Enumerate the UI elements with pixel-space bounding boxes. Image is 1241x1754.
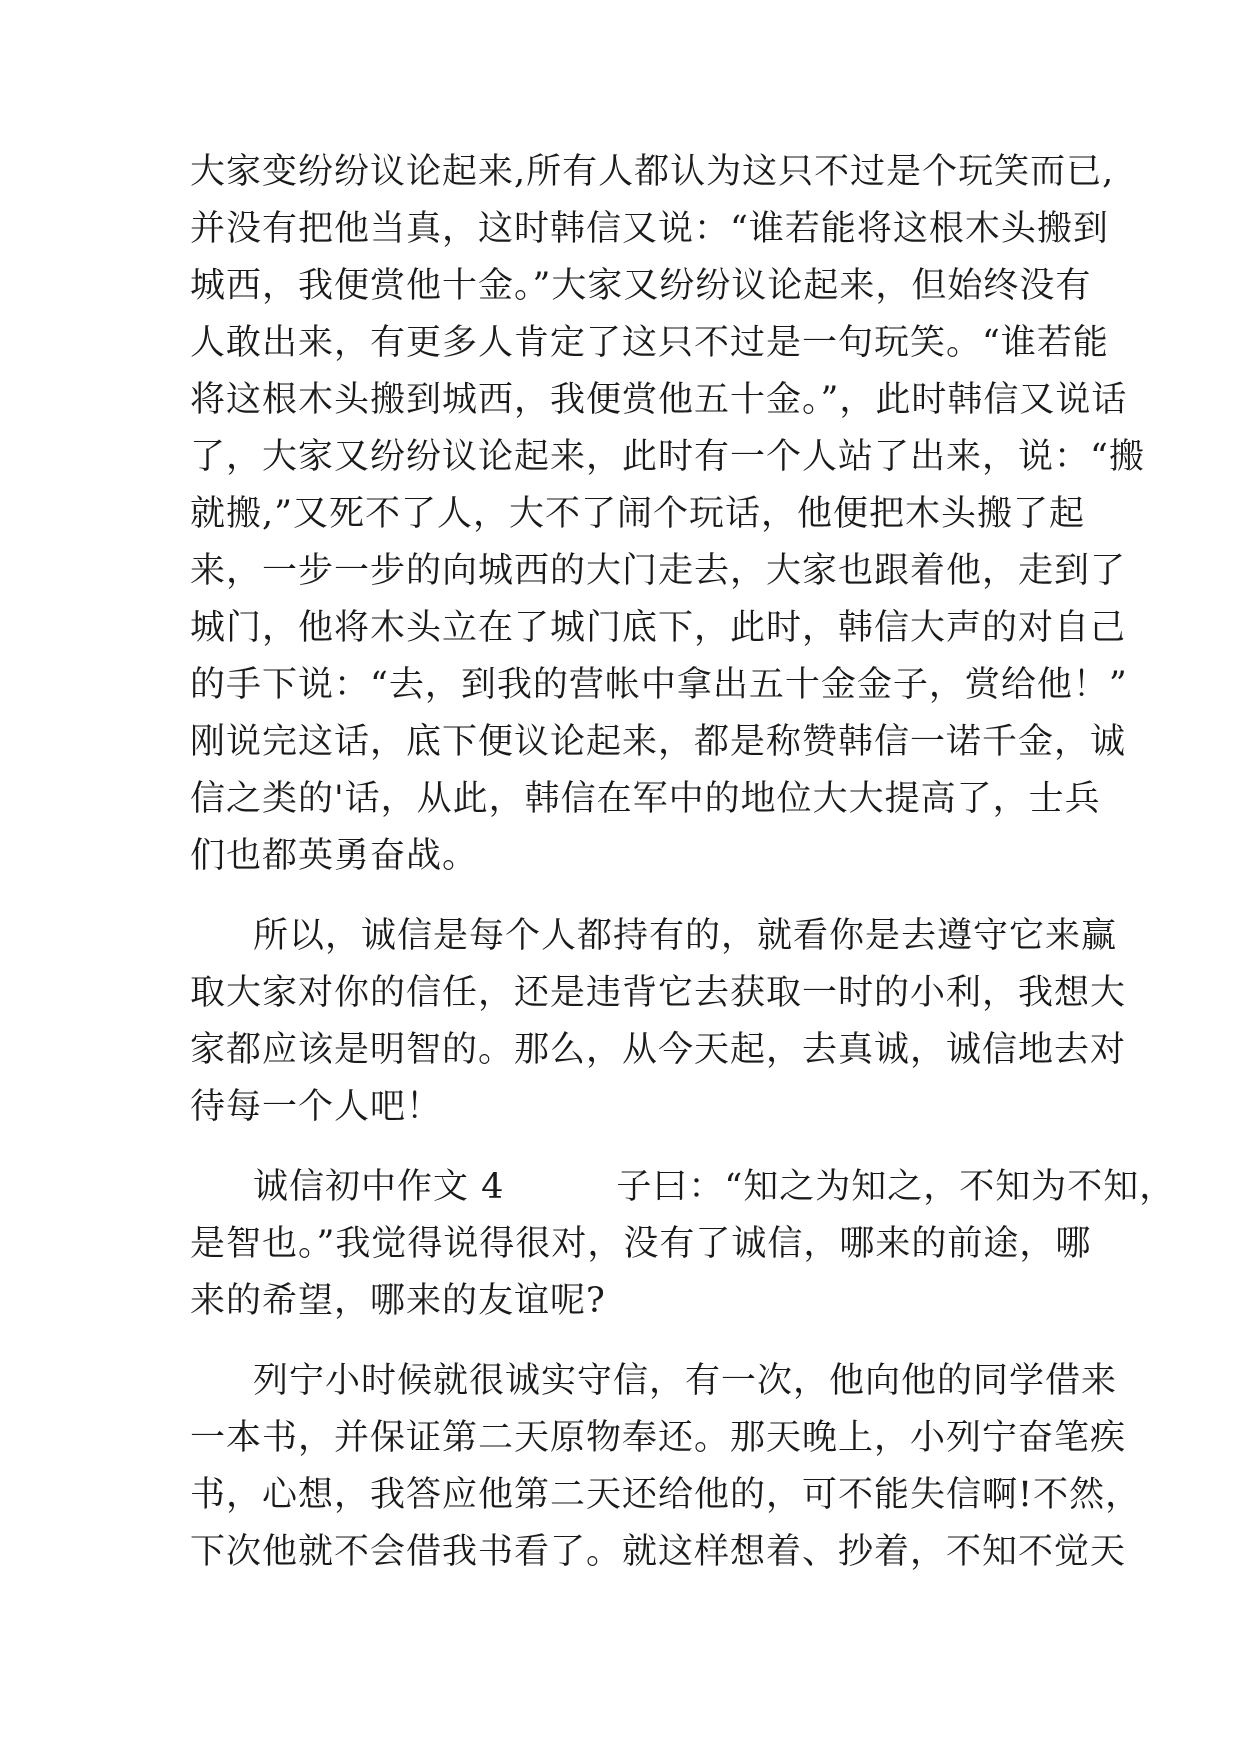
text-line: 一本书，并保证第二天原物奉还。那天晚上，小列宁奋笔疾 [190,1418,1127,1458]
text-line: 就搬,”又死不了人，大不了闹个玩话，他便把木头搬了起 [190,494,1086,534]
text-line: 来，一步一步的向城西的大门走去，大家也跟着他，走到了 [190,551,1127,591]
text-line: 是智也。”我觉得说得很对，没有了诚信，哪来的前途，哪 [190,1224,1092,1264]
essay-heading: 诚信初中作文 4 [253,1167,505,1207]
text-line: 取大家对你的信任，还是违背它去获取一时的小利，我想大 [190,973,1127,1013]
essay-heading-line [253,1167,1176,1207]
text-line: 来的希望，哪来的友谊呢? [190,1281,606,1321]
text-line: 家都应该是明智的。那么，从今天起，去真诚，诚信地去对 [190,1030,1127,1070]
text-line: 城门，他将木头立在了城门底下，此时，韩信大声的对自己 [190,608,1127,648]
text-line: 书，心想，我答应他第二天还给他的，可不能失信啊!不然， [190,1475,1142,1515]
text-line: 并没有把他当真，这时韩信又说：“谁若能将这根木头搬到 [190,209,1109,249]
text-line: 信之类的'话，从此，韩信在军中的地位大大提高了，士兵 [190,779,1101,819]
text-line: 待每一个人吧！ [190,1087,443,1127]
text-line: 城西，我便赏他十金。”大家又纷纷议论起来，但始终没有 [190,266,1092,306]
text-segment: 子曰：“知之为知之，不知为不知， [616,1167,1176,1207]
text-line: 列宁小时候就很诚实守信，有一次，他向他的同学借来 [253,1361,1118,1401]
text-line: 大家变纷纷议论起来,所有人都认为这只不过是个玩笑而已, [190,152,1115,192]
text-line: 了，大家又纷纷议论起来，此时有一个人站了出来，说：“搬 [190,437,1145,477]
text-line: 们也都英勇奋战。 [190,836,479,876]
text-line: 的手下说：“去，到我的营帐中拿出五十金金子，赏给他！” [190,665,1128,705]
text-line: 所以，诚信是每个人都持有的，就看你是去遵守它来赢 [253,916,1118,956]
text-line: 将这根木头搬到城西，我便赏他五十金。”，此时韩信又说话 [190,380,1128,420]
text-line: 刚说完这话，底下便议论起来，都是称赞韩信一诺千金，诚 [190,722,1127,762]
text-line: 下次他就不会借我书看了。就这样想着、抄着，不知不觉天 [190,1532,1127,1572]
text-line: 人敢出来，有更多人肯定了这只不过是一句玩笑。“谁若能 [190,323,1109,363]
